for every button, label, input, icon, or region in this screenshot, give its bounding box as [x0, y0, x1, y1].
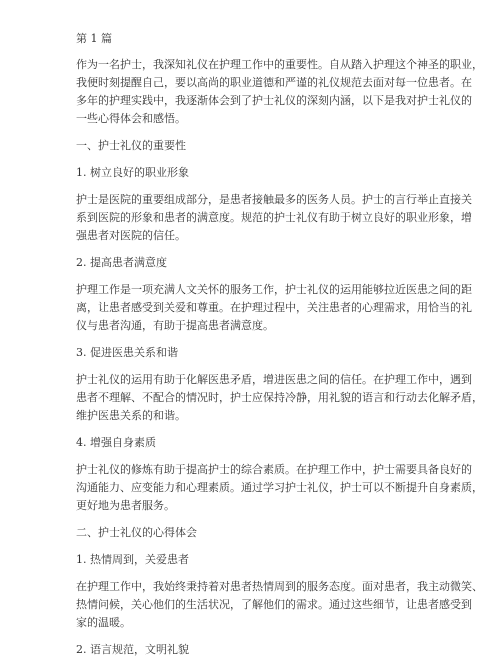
paragraph-line: 离，让患者感受到关爱和尊重。在护理过程中，关注患者的心理需求，用恰当的礼 [76, 301, 472, 314]
paragraph-line: 护士是医院的重要组成部分，是患者接触最多的医务人员。护士的言行举止直接关 [76, 193, 472, 206]
paragraph-line: 维护医患关系的和谐。 [76, 409, 186, 422]
paragraph-line: 沟通能力、应变能力和心理素质。通过学习护士礼仪，护士可以不断提升自身素质， [76, 481, 483, 494]
document-page [76, 30, 483, 659]
paragraph-line: 仪与患者沟通，有助于提高患者满意度。 [76, 319, 274, 332]
paragraph-line: 热情问候，关心他们的生活状况，了解他们的需求。通过这些细节，让患者感受到 [76, 598, 472, 611]
item-title: 1. 树立良好的职业形象 [76, 166, 189, 179]
intro-line-3: 多年的护理实践中，我逐渐体会到了护士礼仪的深刻内涵，以下是我对护士礼仪的 [76, 94, 472, 107]
paragraph-line: 在护理工作中，我始终秉持着对患者热情周到的服务态度。面对患者，我主动微笑、 [76, 580, 483, 593]
page-label: 第 1 篇 [76, 32, 112, 45]
section-heading-2: 二、护士礼仪的心得体会 [76, 526, 197, 539]
item-title: 2. 语言规范，文明礼貌 [76, 643, 189, 656]
section-heading-1: 一、护士礼仪的重要性 [76, 139, 186, 152]
paragraph-line: 系到医院的形象和患者的满意度。规范的护士礼仪有助于树立良好的职业形象，增 [76, 211, 472, 224]
paragraph-line: 强患者对医院的信任。 [76, 229, 186, 242]
paragraph-line: 患者不理解、不配合的情况时，护士应保持冷静，用礼貌的语言和行动去化解矛盾， [76, 391, 483, 404]
paragraph-line: 更好地为患者服务。 [76, 499, 175, 512]
paragraph-line: 护理工作是一项充满人文关怀的服务工作，护士礼仪的运用能够拉近医患之间的距 [76, 283, 472, 296]
item-title: 4. 增强自身素质 [76, 436, 156, 449]
intro-line-2: 我便时刻提醒自己，要以高尚的职业道德和严谨的礼仪规范去面对每一位患者。在 [76, 76, 472, 89]
paragraph-line: 家的温暖。 [76, 616, 131, 629]
intro-line-4: 一些心得体会和感悟。 [76, 112, 186, 125]
item-title: 2. 提高患者满意度 [76, 256, 167, 269]
item-title: 1. 热情周到，关爱患者 [76, 553, 189, 566]
paragraph-line: 护士礼仪的修炼有助于提高护士的综合素质。在护理工作中，护士需要具备良好的 [76, 463, 472, 476]
paragraph-line: 护士礼仪的运用有助于化解医患矛盾，增进医患之间的信任。在护理工作中，遇到 [76, 373, 472, 386]
item-title: 3. 促进医患关系和谐 [76, 346, 178, 359]
intro-line-1: 作为一名护士，我深知礼仪在护理工作中的重要性。自从踏入护理这个神圣的职业， [76, 58, 483, 71]
